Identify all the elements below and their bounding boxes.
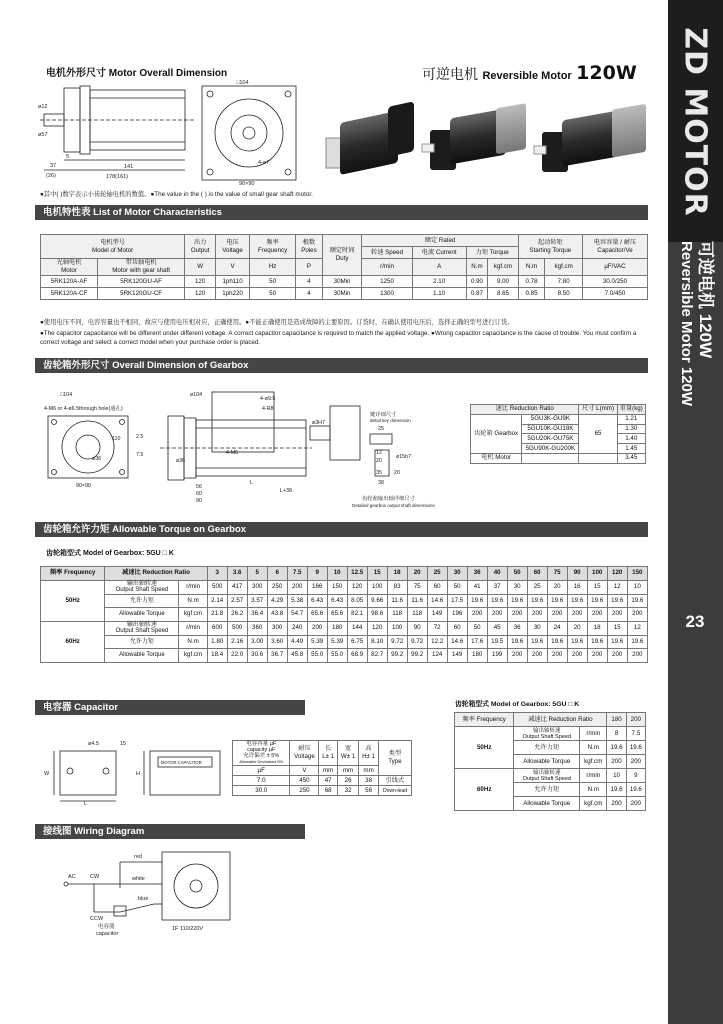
svg-text:Detailed gearbox output shaft: Detailed gearbox output shaft dimensions: [352, 503, 435, 508]
table-cell: 200: [287, 580, 307, 594]
svg-text:ø104: ø104: [190, 392, 203, 398]
table-cell: 3: [207, 567, 227, 581]
table-cell: 120: [367, 621, 387, 635]
svg-text:90: 90: [196, 498, 202, 504]
table-cell: 1.80: [207, 635, 227, 649]
section-title-en: List of Motor Characteristics: [93, 207, 222, 218]
svg-text:ø36: ø36: [92, 456, 102, 462]
table-cell: 83: [387, 580, 407, 594]
section-capacitor: 电容器 Capacitor: [35, 700, 305, 715]
table-cell: 2.57: [227, 594, 247, 608]
table-cell: 120: [607, 567, 627, 581]
motor-photo-2: [422, 103, 526, 170]
table-cell: 124: [427, 649, 447, 663]
svg-text:capacitor: capacitor: [96, 931, 119, 937]
table-cell: 50: [507, 567, 527, 581]
svg-text:L: L: [250, 480, 253, 486]
svg-text:AC: AC: [68, 874, 76, 880]
table-cell: 30: [527, 621, 547, 635]
table-cell: 19.6: [547, 635, 567, 649]
small-torque-table: 频率 Frequency 减速比 Reduction Ratio 180 200 50Hz 输出轴转速 Output Shaft Speed r/min 8 7.5 允许力矩 N.m 19.6 19.6 Allowable Torque kgf.cm 200 200 60Hz 输出轴转速 Output Shaft Speed r/min 10 9 允许力矩 N.m 19.6 19.6 Allowable Torque kgf.cm 200 200: [454, 712, 646, 811]
capacitor-label: MOTOR CAPACITOR: [161, 760, 202, 765]
table-cell: 10: [327, 567, 347, 581]
table-cell: 9.72: [407, 635, 427, 649]
svg-text:20: 20: [394, 470, 400, 476]
table-cell: 90: [407, 621, 427, 635]
table-cell: 72: [427, 621, 447, 635]
shaft-detail-label: 齿轮箱输出轴详细尺寸: [362, 496, 415, 502]
dim-label: 37: [50, 163, 57, 169]
table-cell: 500: [207, 580, 227, 594]
table-cell: 45.8: [287, 649, 307, 663]
table-cell: 60: [447, 621, 467, 635]
table-cell: 200: [547, 649, 567, 663]
section-characteristics: [35, 205, 648, 220]
table-cell: 3.6: [227, 567, 247, 581]
table-cell: 200: [507, 649, 527, 663]
table-cell: 240: [287, 621, 307, 635]
table-cell: 7.5: [287, 567, 307, 581]
characteristics-note-en: ●The capacitor capacitance will be different under different voltage. A correct capacitor capacitance is required to match the applied voltage. ●Wrong capacitor capacitance is the cause of trouble. You must confirm a correct voltage and select a correct model when your purchase order is placed.: [40, 330, 637, 346]
table-cell: 6.75: [347, 635, 367, 649]
table-cell: 19.6: [467, 594, 487, 608]
table-cell: 150: [327, 580, 347, 594]
table-cell: 9: [307, 567, 327, 581]
sidebar: [668, 0, 723, 1024]
table-cell: 200: [607, 608, 627, 622]
table-cell: 36: [467, 567, 487, 581]
table-cell: 12.5: [347, 567, 367, 581]
table-cell: 45: [487, 621, 507, 635]
table-cell: 199: [487, 649, 507, 663]
side-title: [677, 241, 715, 431]
table-cell: 10: [627, 580, 647, 594]
table-cell: 19.6: [627, 635, 647, 649]
table-cell: 18.4: [207, 649, 227, 663]
table-cell: 360: [247, 621, 267, 635]
table-cell: 3.00: [247, 635, 267, 649]
table-cell: 82.7: [367, 649, 387, 663]
svg-text:15: 15: [120, 741, 127, 747]
table-cell: 4.49: [287, 635, 307, 649]
table-cell: 200: [587, 649, 607, 663]
table-cell: 144: [347, 621, 367, 635]
capacitor-table: 电容容量 µF capacity µF 允许偏差 ± 5% Allowable Deviations 5% 耐压 Voltage 长 L± 1 宽 W± 1 高 H± 1 类型 Type µF V mm mm mm 7.0 450 47 26 38 引线式 30.0 250 68 32 56 Down-lead: [232, 740, 412, 796]
table-cell: 75: [547, 567, 567, 581]
dim-label: □104: [236, 80, 249, 86]
table-cell: 200: [567, 608, 587, 622]
table-cell: 19.6: [567, 635, 587, 649]
table-cell: 200: [587, 608, 607, 622]
table-cell: 98.6: [367, 608, 387, 622]
section-title-cn: 电机特性表: [43, 207, 91, 218]
table-cell: 19.6: [547, 594, 567, 608]
table-cell: 118: [387, 608, 407, 622]
section-allowable-torque: 齿轮箱允许力矩 Allowable Torque on Gearbox: [35, 522, 648, 537]
svg-text:56: 56: [196, 484, 202, 490]
table-cell: 5.39: [327, 635, 347, 649]
gearbox-hole-note: 4-M6 or 4-ø6.5through hole(通孔): [44, 406, 123, 412]
svg-text:4-ø9.5: 4-ø9.5: [260, 396, 276, 402]
table-cell: 19.6: [527, 594, 547, 608]
table-cell: 8.05: [347, 594, 367, 608]
small-torque-model-label: 齿轮箱型式 Model of Gearbox: 5GU □ K: [455, 701, 580, 708]
table-cell: 3.57: [247, 594, 267, 608]
table-cell: 200: [607, 649, 627, 663]
table-cell: 15: [607, 621, 627, 635]
brand-logo-text: ZD MOTOR: [677, 27, 713, 217]
table-cell: 6.43: [307, 594, 327, 608]
side-title-cn: 可逆电机 120W: [696, 241, 715, 359]
dim-label: 141: [124, 164, 134, 170]
table-cell: 200: [487, 608, 507, 622]
page-title-cn: 可逆电机: [422, 66, 478, 82]
table-cell: 41: [467, 580, 487, 594]
table-cell: 14.6: [427, 594, 447, 608]
table-cell: 99.2: [407, 649, 427, 663]
table-cell: 40: [487, 567, 507, 581]
table-cell: 19.6: [567, 594, 587, 608]
page-title-watt: 120W: [576, 62, 637, 84]
torque-model-label: 齿轮箱型式 Model of Gearbox: 5GU □ K: [46, 550, 174, 557]
table-cell: 36: [507, 621, 527, 635]
table-cell: 12.2: [427, 635, 447, 649]
table-cell: 200: [307, 621, 327, 635]
svg-text:25: 25: [378, 426, 384, 432]
table-cell: 9.72: [387, 635, 407, 649]
table-cell: 19.6: [527, 635, 547, 649]
table-cell: 150: [627, 567, 647, 581]
characteristics-note-cn: ●使用电压不同，电容容量也不相同，故应与使用电压相对应，正确使用。●不能正确使用是造成故障的主要原因。订货时，在确认使用电压后，选择正确的型号进行订货。: [40, 319, 514, 326]
svg-text:38: 38: [378, 480, 384, 486]
table-cell: 19.6: [487, 594, 507, 608]
table-cell: 200: [627, 608, 647, 622]
table-row: 5RK120A-CF 5RK120GU-CF 120 1ph220 50 4 30Min 1300 1.10 0.87 8.65 0.85 8.50 7.0/450: [41, 288, 648, 300]
overall-dim-heading: [46, 64, 227, 79]
svg-text:CCW: CCW: [90, 916, 104, 922]
svg-text:ø3H7: ø3H7: [312, 420, 325, 426]
table-row: 5RK120A-AF 5RK120GU-AF 120 1ph110 50 4 30Min 1250 2.10 0.90 9.00 0.78 7.80 30.0/250: [41, 276, 648, 288]
dim-label: 4-ø7: [258, 160, 270, 166]
table-cell: 11.6: [407, 594, 427, 608]
svg-text:2.5: 2.5: [136, 434, 144, 440]
table-cell: 100: [387, 621, 407, 635]
table-cell: 50: [467, 621, 487, 635]
svg-text:red: red: [134, 854, 142, 860]
key-detail-label: 键详细尺寸: [370, 412, 397, 418]
table-cell: 19.6: [507, 594, 527, 608]
table-cell: 149: [447, 649, 467, 663]
table-cell: 25: [527, 580, 547, 594]
table-cell: 6: [267, 567, 287, 581]
table-cell: 5: [247, 567, 267, 581]
svg-text:12: 12: [376, 450, 382, 456]
table-cell: 6.43: [327, 594, 347, 608]
table-cell: 180: [467, 649, 487, 663]
table-cell: 99.2: [387, 649, 407, 663]
table-cell: 16: [567, 580, 587, 594]
table-cell: 196: [447, 608, 467, 622]
table-cell: 12: [607, 580, 627, 594]
table-cell: 36.7: [267, 649, 287, 663]
table-cell: 8.10: [367, 635, 387, 649]
table-cell: 2.14: [207, 594, 227, 608]
table-cell: 15: [367, 567, 387, 581]
table-cell: 12: [627, 621, 647, 635]
page-title: [422, 62, 637, 84]
table-cell: 19.6: [627, 594, 647, 608]
table-row: 30.0 250 68 32 56 Down-lead: [233, 786, 412, 796]
table-cell: 30: [507, 580, 527, 594]
svg-text:7.5: 7.5: [136, 452, 144, 458]
table-cell: 25: [427, 567, 447, 581]
table-cell: 26.2: [227, 608, 247, 622]
svg-text:CW: CW: [90, 874, 100, 880]
table-cell: 200: [527, 649, 547, 663]
gearbox-dimension-drawing: [40, 388, 460, 514]
table-cell: 19.6: [507, 635, 527, 649]
table-cell: 55.0: [327, 649, 347, 663]
table-cell: 250: [267, 580, 287, 594]
table-cell: 200: [527, 608, 547, 622]
page-number: 23: [685, 612, 705, 631]
svg-text:ø15h7: ø15h7: [396, 454, 412, 460]
svg-text:W: W: [44, 771, 50, 777]
characteristics-table: 电机型号 Model of Motor 出力 Output 电压 Voltage 频率 Frequency 极数 Poles 额定时间 Duty 额定 Rated 起动转矩 Starting Torque 电容容量 / 耐压 Capacitor/Ve 转速 Speed 电流 Current 力矩 Torque 光轴电机 Motor 带齿轴电机 Motor with gear shaft W V Hz P r/min A N.m kgf.cm N.m kgf.cm µF/VAC 5RK120A-AF 5RK120GU-AF 120 1ph110 50 4 30Min 1250 2.10 0.90 9.00 0.78 7.80 30.0/250 5RK120A-CF 5RK120GU-CF 120 1ph220 50 4 30Min 1300 1.10 0.87 8.65 0.85 8.50 7.0/450: [40, 234, 648, 300]
section-gearbox-dimension: 齿轮箱外形尺寸 Overall Dimension of Gearbox: [35, 358, 648, 373]
svg-text:110: 110: [112, 436, 121, 442]
table-cell: 180: [327, 621, 347, 635]
table-cell: 5.38: [287, 594, 307, 608]
table-cell: 60: [527, 567, 547, 581]
overall-dim-note: ●其中( )数字表示小齿轮轴电机的数值。●The value in the ( ) is the value of small gear shaft motor.: [40, 191, 313, 198]
table-cell: 14.6: [447, 635, 467, 649]
table-cell: 100: [587, 567, 607, 581]
svg-text:90×90: 90×90: [76, 483, 91, 489]
svg-text:white: white: [132, 876, 145, 882]
wiring-diagram: [60, 848, 260, 940]
table-cell: 20: [567, 621, 587, 635]
dim-label: 5: [66, 154, 70, 160]
table-cell: 15: [587, 580, 607, 594]
table-cell: 54.7: [287, 608, 307, 622]
table-row: 7.0 450 47 26 38 引线式: [233, 776, 412, 786]
table-cell: 100: [367, 580, 387, 594]
motor-photos: [322, 90, 664, 198]
svg-text:4-R8: 4-R8: [262, 406, 274, 412]
table-cell: 50: [447, 580, 467, 594]
overall-dim-title-cn: 电机外形尺寸: [46, 68, 106, 79]
svg-text:blue: blue: [138, 896, 149, 902]
table-cell: 68.9: [347, 649, 367, 663]
svg-text:电容器: 电容器: [98, 924, 115, 930]
table-cell: 19.6: [587, 635, 607, 649]
table-cell: 19.6: [587, 594, 607, 608]
svg-text:□104: □104: [60, 392, 73, 398]
table-cell: 300: [267, 621, 287, 635]
table-cell: 200: [547, 608, 567, 622]
table-cell: 37: [487, 580, 507, 594]
table-cell: 22.0: [227, 649, 247, 663]
table-cell: 200: [627, 649, 647, 663]
motor-photo-1: [326, 101, 414, 175]
motor-photo-3: [534, 104, 646, 172]
svg-text:L+38: L+38: [280, 488, 292, 494]
table-cell: 600: [207, 621, 227, 635]
table-cell: 417: [227, 580, 247, 594]
table-cell: 19.5: [487, 635, 507, 649]
table-cell: 11.6: [387, 594, 407, 608]
motor-dimension-drawing: [36, 78, 301, 186]
svg-text:ø4.5: ø4.5: [88, 741, 100, 747]
table-cell: 17.6: [467, 635, 487, 649]
table-cell: 120: [347, 580, 367, 594]
side-title-en: Reversible Motor 120W: [678, 241, 695, 407]
table-cell: 20: [547, 580, 567, 594]
table-cell: 2.16: [227, 635, 247, 649]
table-cell: 65.6: [307, 608, 327, 622]
svg-text:60: 60: [196, 491, 202, 497]
table-cell: 20: [407, 567, 427, 581]
svg-text:detail key dimension: detail key dimension: [370, 418, 411, 423]
table-cell: 36.4: [247, 608, 267, 622]
table-cell: 200: [567, 649, 587, 663]
table-cell: 19.6: [607, 594, 627, 608]
brand-logo: [668, 0, 723, 242]
table-cell: 30: [447, 567, 467, 581]
svg-text:20: 20: [376, 458, 382, 464]
table-cell: 43.8: [267, 608, 287, 622]
table-cell: 21.8: [207, 608, 227, 622]
table-cell: 19.6: [607, 635, 627, 649]
table-cell: 17.5: [447, 594, 467, 608]
table-cell: 75: [407, 580, 427, 594]
section-wiring: 接线图 Wiring Diagram: [35, 824, 305, 839]
overall-dim-title-en: Motor Overall Dimension: [108, 68, 228, 79]
table-cell: 55.0: [307, 649, 327, 663]
svg-text:4-M6: 4-M6: [226, 450, 239, 456]
table-cell: 65.6: [327, 608, 347, 622]
page-title-en: Reversible Motor: [482, 70, 572, 82]
table-cell: 18: [387, 567, 407, 581]
torque-table: 频率 Frequency 减速比 Reduction Ratio 3 3.6 5 6 7.5 9 10 12.5 15 18 20 25 30 36 40 50 60 75 90 100 120 150 50Hz 输出轴转速 Output Shaft Speed r/min 500 417 300 250 200 166 150 120 100 83 75 60 50 41 37 30 25 20 16 15 12 10 允许力矩 N.m 2.14 2.57 3.57 4.29 5.38 6.43 6.43 8.05 9.66 11.6 11.6 14.6 17.5 19.6 19.6 19.6 19.6 19.6 19.6 19.6 19.6 19.6 Allowable Torque kgf.cm 21.8 26.2 36.4 43.8 54.7 65.6 65.6 82.1 98.6 118 118 149 196 200 200 200 200 200 200 200 200 200 60Hz 输出轴转速 Output Shaft Speed r/min 600 500 360 300 240 200 180 144 120 100 90 72 60 50 45 36 30 24 20 18 15 12 允许力矩 N.m 1.80 2.16 3.00 3.60 4.49 5.39 5.39 6.75 8.10 9.72 9.72 12.2 14.6 17.6 19.5 19.6 19.6 19.6 19.6 19.6 19.6 19.6 Allowable Torque kgf.cm 18.4 22.0 30.6 36.7 45.8 55.0 55.0 68.9 82.7 99.2 99.2 124 149 180 199 200 200 200 200 200 200 200: [40, 566, 648, 663]
table-cell: 90: [567, 567, 587, 581]
table-cell: 9.66: [367, 594, 387, 608]
dim-label: (26): [46, 173, 56, 179]
table-cell: 149: [427, 608, 447, 622]
capacitor-drawing: [40, 735, 228, 805]
table-cell: 200: [507, 608, 527, 622]
table-cell: 300: [247, 580, 267, 594]
svg-text:35: 35: [376, 470, 382, 476]
table-cell: 118: [407, 608, 427, 622]
table-cell: 500: [227, 621, 247, 635]
table-cell: 200: [467, 608, 487, 622]
table-cell: 24: [547, 621, 567, 635]
table-cell: 60: [427, 580, 447, 594]
table-cell: 3.60: [267, 635, 287, 649]
dim-label: 178(161): [106, 174, 129, 180]
gearbox-weight-table: 速比 Reduction Ratio 尺寸 L(mm) 重量(kg) 齿轮箱 Gearbox 5GU3K-GU9K 65 1.21 5GU10K-GU18K 1.30 5GU20K-GU75K 1.40 5GU90K-GU200K 1.45 电机 Motor 3.45: [470, 404, 646, 464]
svg-text:L: L: [84, 801, 88, 805]
table-cell: 18: [587, 621, 607, 635]
table-cell: 30.6: [247, 649, 267, 663]
svg-text:1F 110/220V: 1F 110/220V: [172, 926, 204, 932]
svg-text:ø36: ø36: [176, 458, 186, 464]
svg-text:H: H: [136, 771, 140, 777]
table-cell: 82.1: [347, 608, 367, 622]
table-cell: 5.39: [307, 635, 327, 649]
dim-label: ø12: [38, 104, 48, 110]
table-cell: 166: [307, 580, 327, 594]
dim-label: 90×90: [239, 181, 255, 186]
dim-label: ø57: [38, 132, 48, 138]
table-cell: 4.29: [267, 594, 287, 608]
